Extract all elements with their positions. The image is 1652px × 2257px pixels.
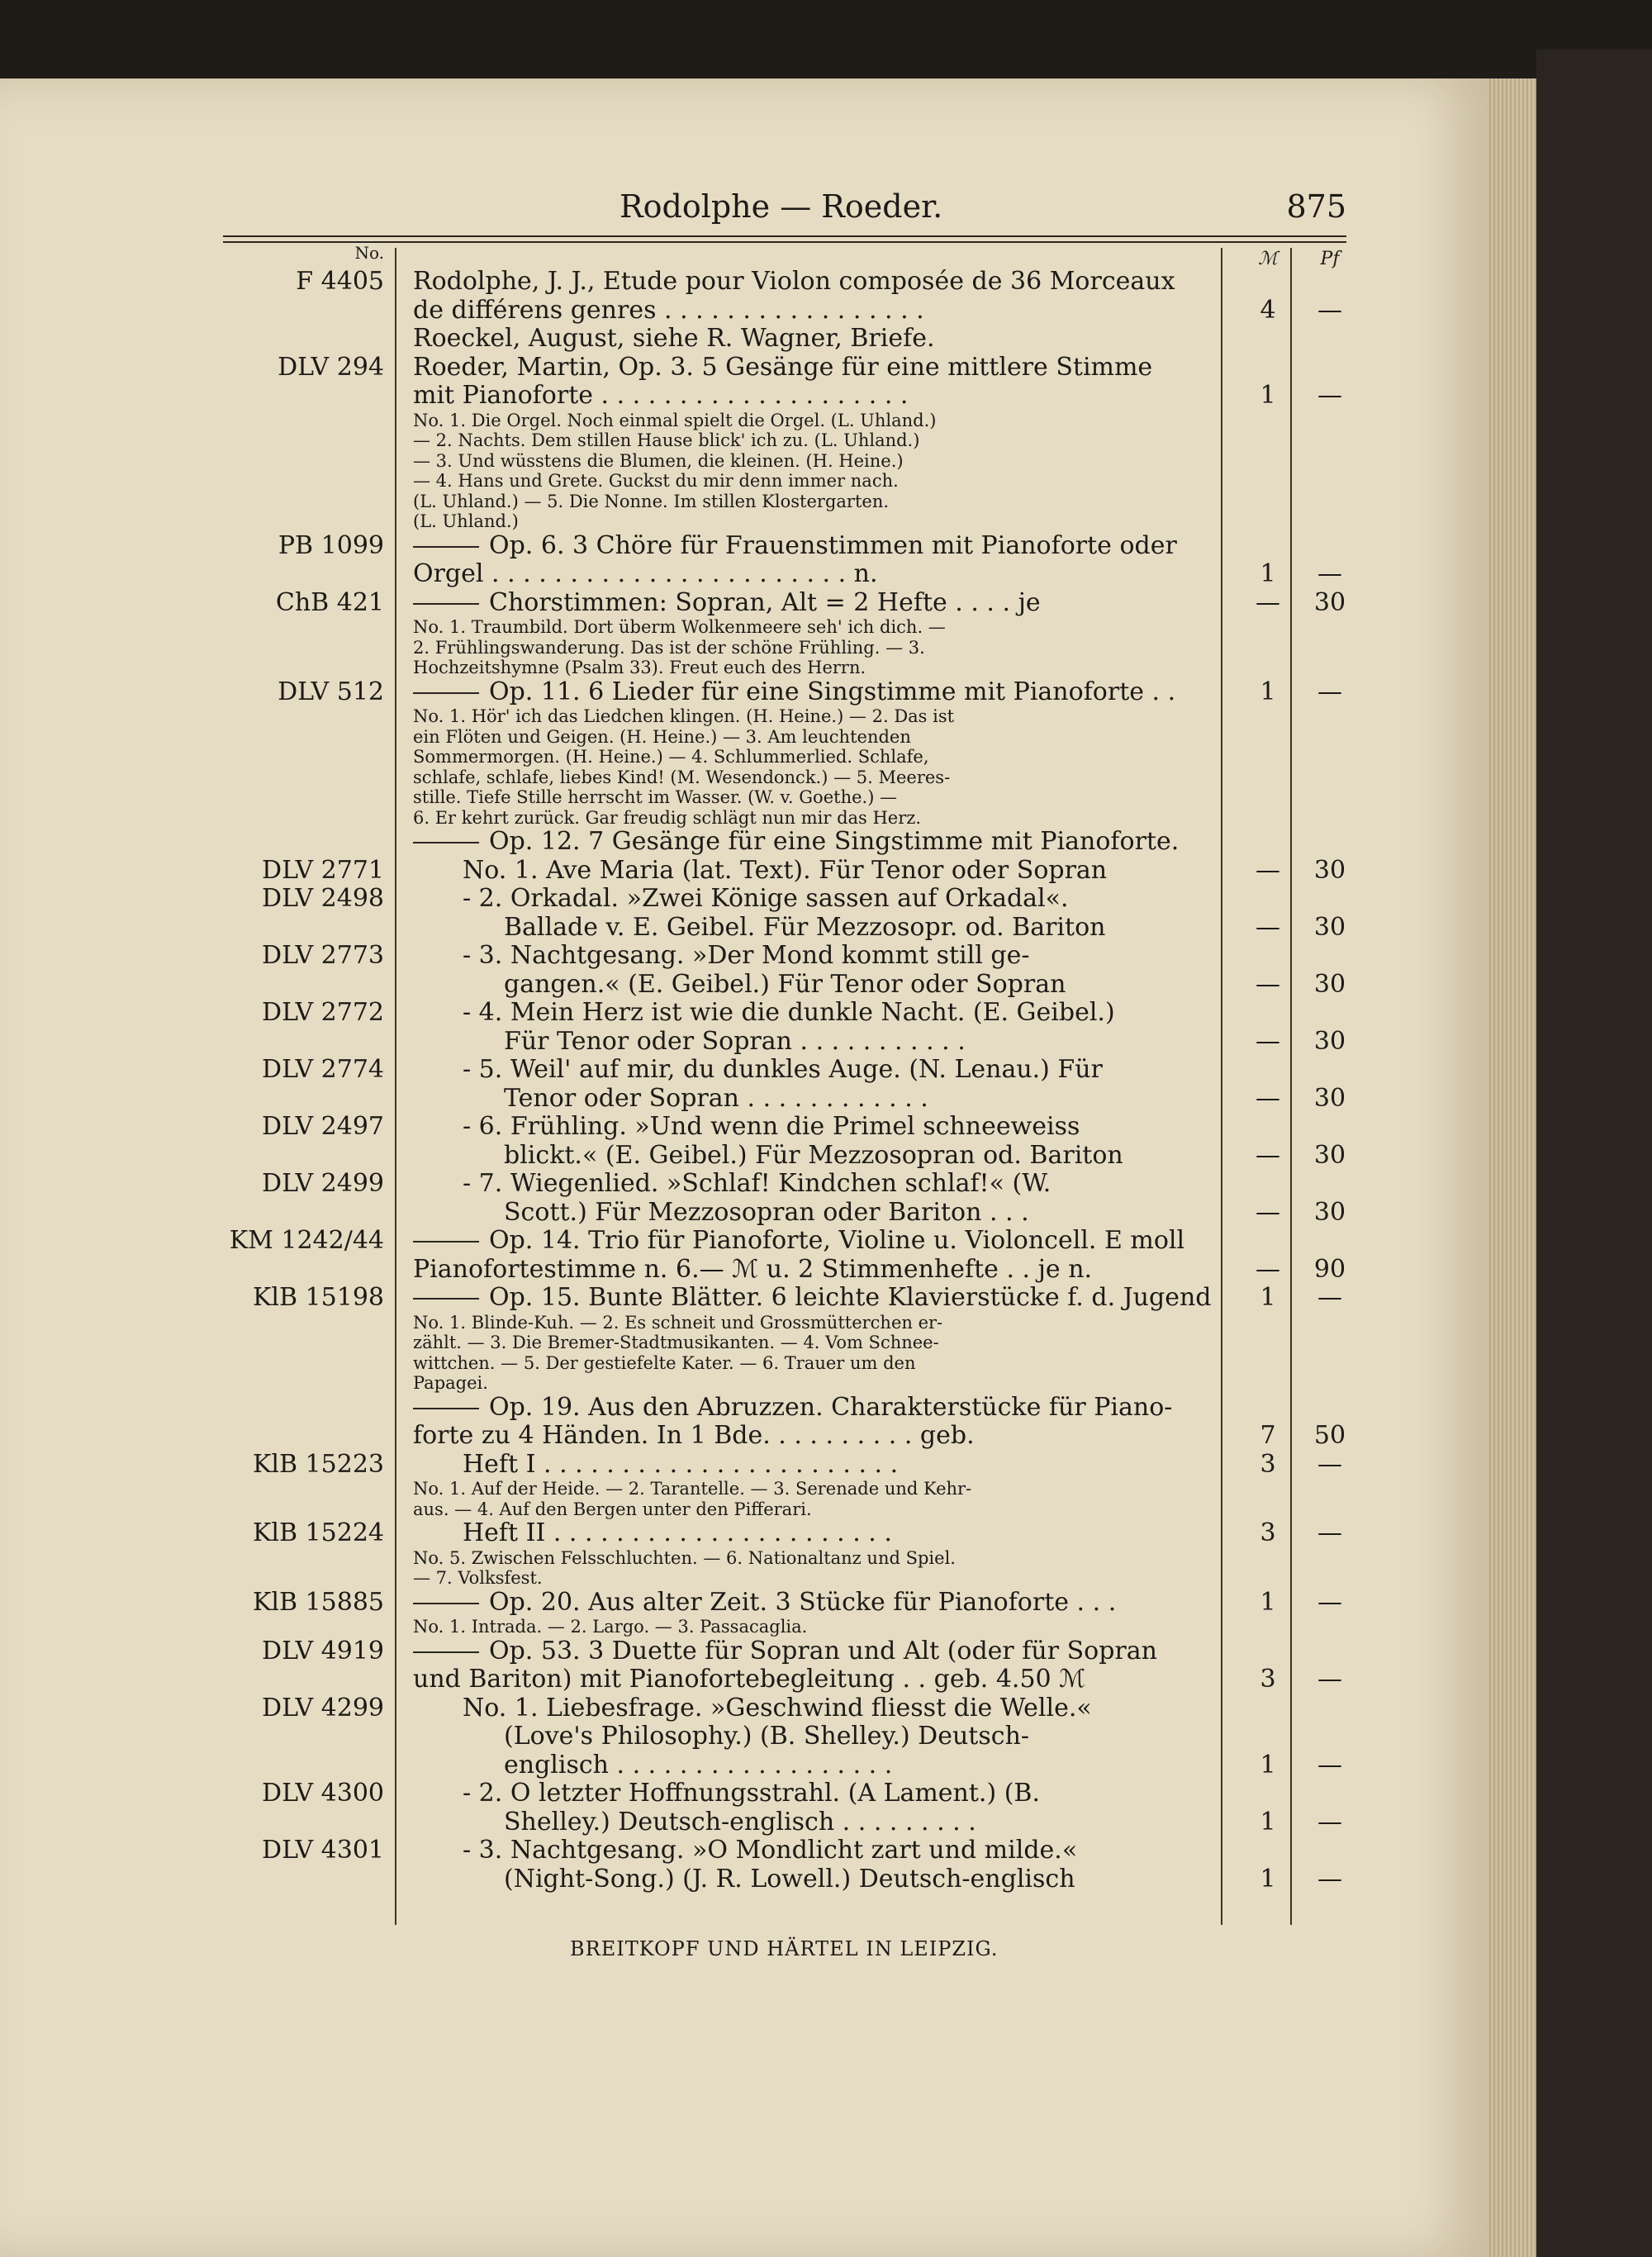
entry-text-content: No. 1. Die Orgel. Noch einmal spielt die Orgel. (L. Uhland.) xyxy=(413,410,937,430)
catalog-entry-line xyxy=(206,1779,1363,1808)
price-mark: 4 xyxy=(1260,295,1276,325)
entry-text-content: - 2. O letzter Hoffnungsstrahl. (A Lament.) (B. xyxy=(463,1779,1040,1808)
entry-text xyxy=(463,1836,1214,1865)
entry-text-content: 6. Er kehrt zurück. Gar freudig schlägt nun mir das Herz. xyxy=(413,807,922,828)
catalog-entry-line xyxy=(206,1722,1363,1751)
price-mark: 1 xyxy=(1260,381,1276,410)
entry-text-content: - 5. Weil' auf mir, du dunkles Auge. (N. Lenau.) Für xyxy=(463,1056,1103,1084)
catalog-number: DLV 294 xyxy=(278,352,384,382)
entry-text xyxy=(413,268,1214,296)
catalog-number: DLV 2774 xyxy=(262,1055,384,1084)
catalog-note-line xyxy=(206,1548,1363,1569)
entry-text xyxy=(413,727,1214,747)
price-mark: — xyxy=(1256,1026,1280,1056)
entry-text xyxy=(504,1085,1214,1113)
entry-text xyxy=(463,1519,1214,1547)
price-mark: — xyxy=(1256,1083,1280,1113)
entry-text-content: Op. 6. 3 Chöre für Frauenstimmen mit Pianoforte oder xyxy=(489,531,1177,560)
catalog-entry-line xyxy=(206,828,1363,857)
entry-text xyxy=(413,617,1214,637)
entry-text xyxy=(413,638,1214,658)
entry-text xyxy=(463,1451,1214,1479)
catalog-note-line xyxy=(206,1373,1363,1394)
entry-text-content: Papagei. xyxy=(413,1373,488,1393)
catalog-note-line xyxy=(206,767,1363,788)
header-rule xyxy=(223,235,1346,243)
entry-text-content: aus. — 4. Auf den Bergen unter den Pifferari. xyxy=(413,1499,812,1519)
catalog-note-line xyxy=(206,511,1363,532)
catalog-entry-line xyxy=(206,1589,1363,1618)
entry-text xyxy=(463,942,1214,970)
entry-text-content: gangen.« (E. Geibel.) Für Tenor oder Sopran xyxy=(504,970,1066,999)
catalog-note-line xyxy=(206,808,1363,829)
entry-text xyxy=(413,411,1214,430)
running-header xyxy=(620,182,1346,231)
entry-text-content: englisch . . . . . . . . . . . . . . . . . . xyxy=(504,1751,893,1779)
entry-text xyxy=(413,1637,1214,1665)
entry-text xyxy=(463,1113,1214,1141)
catalog-number: DLV 4299 xyxy=(262,1693,384,1722)
catalog-note-line xyxy=(206,747,1363,767)
entry-text-content: No. 1. Liebesfrage. »Geschwind fliesst die Welle.« xyxy=(463,1694,1092,1722)
catalog-number: KlB 15223 xyxy=(252,1449,384,1479)
entry-text xyxy=(413,828,1214,856)
entry-text xyxy=(504,1722,1214,1751)
catalog-entry-line xyxy=(206,1808,1363,1837)
catalog-note-line xyxy=(206,492,1363,512)
entry-text xyxy=(504,1199,1214,1227)
catalog-entry-line xyxy=(206,297,1363,325)
publisher-footer: BREITKOPF UND HÄRTEL IN LEIPZIG. xyxy=(570,1937,999,1960)
entry-text-content: zählt. — 3. Die Bremer-Stadtmusikanten. — 4. Vom Schnee- xyxy=(413,1333,939,1352)
entry-text xyxy=(413,430,1214,450)
entry-text-content: - 3. Nachtgesang. »O Mondlicht zart und milde.« xyxy=(463,1836,1078,1865)
catalog-entry-line xyxy=(206,1665,1363,1694)
entry-text-content: - 3. Nachtgesang. »Der Mond kommt still ge- xyxy=(463,942,1030,970)
catalog-number: DLV 4919 xyxy=(262,1636,384,1665)
catalog-number: DLV 2499 xyxy=(262,1169,384,1198)
price-mark: 1 xyxy=(1260,1750,1276,1779)
catalog-entry-line xyxy=(206,1865,1363,1894)
price-pfennig: — xyxy=(1317,1587,1342,1617)
catalog-number: DLV 4301 xyxy=(262,1836,384,1865)
ditto-dash xyxy=(413,603,479,605)
price-mark: — xyxy=(1256,912,1280,942)
price-pfennig: 30 xyxy=(1313,1083,1346,1113)
ditto-dash xyxy=(413,842,479,843)
catalog-entry-line xyxy=(206,589,1363,618)
catalog-number: DLV 2773 xyxy=(262,941,384,970)
entry-text-content: Op. 19. Aus den Abruzzen. Charakterstücke für Piano- xyxy=(489,1393,1173,1422)
ditto-dash xyxy=(413,1241,479,1243)
entry-text xyxy=(413,808,1214,828)
entry-text xyxy=(413,511,1214,531)
column-mark-heading: ℳ xyxy=(1258,249,1278,269)
entry-text-content: (Night-Song.) (J. R. Lowell.) Deutsch-englisch xyxy=(504,1865,1075,1894)
catalog-note-line xyxy=(206,1333,1363,1353)
catalog-number: DLV 2772 xyxy=(262,998,384,1027)
catalog-entry-line xyxy=(206,942,1363,971)
entry-text-content: Pianofortestimme n. 6.— ℳ u. 2 Stimmenhefte . . je n. xyxy=(413,1255,1093,1284)
entry-text-content: — 7. Volksfest. xyxy=(413,1568,543,1588)
entry-text-content: Op. 14. Trio für Pianoforte, Violine u. Violoncell. E moll xyxy=(489,1227,1185,1255)
price-mark: 3 xyxy=(1260,1518,1276,1547)
price-mark: — xyxy=(1256,1197,1280,1227)
catalog-entry-line xyxy=(206,354,1363,383)
entry-text xyxy=(504,1808,1214,1836)
price-pfennig: — xyxy=(1317,1449,1342,1479)
entry-text xyxy=(413,1333,1214,1352)
price-mark: — xyxy=(1256,1140,1280,1170)
entry-text xyxy=(463,1056,1214,1084)
entry-text xyxy=(504,1751,1214,1779)
entry-text xyxy=(413,658,1214,677)
entry-text-content: Roeckel, August, siehe R. Wagner, Briefe. xyxy=(413,325,935,353)
catalog-entry-line xyxy=(206,1199,1363,1228)
entry-text-content: — 4. Hans und Grete. Guckst du mir denn immer nach. xyxy=(413,471,899,491)
catalog-number: KlB 15198 xyxy=(252,1283,384,1312)
entry-text xyxy=(504,1028,1214,1056)
page-edges xyxy=(1487,78,1536,2257)
entry-text xyxy=(413,1313,1214,1333)
ditto-dash xyxy=(413,1651,479,1653)
column-no-heading: No. xyxy=(354,243,384,263)
entry-text-content: Hochzeitshymne (Psalm 33). Freut euch des Herrn. xyxy=(413,658,866,677)
entry-text xyxy=(413,1589,1214,1617)
catalog-entry-line xyxy=(206,885,1363,914)
catalog-entry-line xyxy=(206,1256,1363,1285)
entry-text xyxy=(463,1779,1214,1808)
entry-text xyxy=(413,787,1214,807)
price-pfennig: — xyxy=(1317,559,1342,588)
entry-text xyxy=(413,589,1214,617)
entry-text-content: — 2. Nachts. Dem stillen Hause blick' ich zu. (L. Uhland.) xyxy=(413,430,920,450)
entry-text xyxy=(413,354,1214,382)
entry-text xyxy=(413,1568,1214,1588)
entry-text-content: No. 1. Blinde-Kuh. — 2. Es schneit und Grossmütterchen er- xyxy=(413,1312,943,1333)
entry-text-content: Scott.) Für Mezzosopran oder Bariton . . . xyxy=(504,1198,1029,1227)
catalog-note-line xyxy=(206,471,1363,492)
catalog-entry-line xyxy=(206,268,1363,297)
price-pfennig: 30 xyxy=(1313,969,1346,999)
catalog-entry-line xyxy=(206,1284,1363,1313)
price-mark: — xyxy=(1256,855,1280,885)
entry-text-content: Für Tenor oder Sopran . . . . . . . . . . . xyxy=(504,1027,966,1056)
price-mark: 1 xyxy=(1260,1283,1276,1312)
entry-text-content: Ballade v. E. Geibel. Für Mezzosopr. od. Bariton xyxy=(504,913,1106,942)
entry-text-content: Op. 20. Aus alter Zeit. 3 Stücke für Pianoforte . . . xyxy=(489,1588,1117,1617)
entry-text-content: Op. 12. 7 Gesänge für eine Singstimme mit Pianoforte. xyxy=(489,828,1180,856)
price-pfennig: — xyxy=(1317,1518,1342,1547)
entry-text-content: No. 5. Zwischen Felsschluchten. — 6. Nationaltanz und Spiel. xyxy=(413,1547,956,1568)
entry-text-content: - 4. Mein Herz ist wie die dunkle Nacht. (E. Geibel.) xyxy=(463,999,1115,1027)
price-mark: 1 xyxy=(1260,1864,1276,1894)
ditto-dash xyxy=(413,1603,479,1604)
price-mark: 7 xyxy=(1260,1421,1276,1450)
price-pfennig: 30 xyxy=(1313,1197,1346,1227)
catalog-entry-line xyxy=(206,1519,1363,1548)
entry-text xyxy=(413,1422,1214,1450)
catalog-entry-line xyxy=(206,1637,1363,1666)
price-pfennig: — xyxy=(1317,1283,1342,1312)
entry-text xyxy=(413,560,1214,588)
catalog-entry-line xyxy=(206,1694,1363,1723)
price-mark: 1 xyxy=(1260,1587,1276,1617)
catalog-entry-line xyxy=(206,1113,1363,1142)
catalog-entry-line xyxy=(206,382,1363,411)
catalog-note-line xyxy=(206,1313,1363,1333)
catalog-entry-line xyxy=(206,532,1363,561)
entry-text-content: und Bariton) mit Pianofortebegleitung . . geb. 4.50 ℳ xyxy=(413,1665,1086,1694)
catalog-number: DLV 4300 xyxy=(262,1779,384,1808)
entry-text xyxy=(413,1617,1214,1637)
page-number: 875 xyxy=(1286,188,1346,225)
entry-text xyxy=(413,1284,1214,1312)
entry-text xyxy=(413,1548,1214,1568)
entry-text-content: mit Pianoforte . . . . . . . . . . . . . . . . . . . . xyxy=(413,382,909,410)
catalog-entry-line xyxy=(206,1170,1363,1199)
entry-text xyxy=(413,382,1214,410)
entry-text-content: schlafe, schlafe, liebes Kind! (M. Wesendonck.) — 5. Meeres- xyxy=(413,767,951,787)
entry-text-content: (L. Uhland.) — 5. Die Nonne. Im stillen Klostergarten. xyxy=(413,491,890,511)
entry-text-content: Op. 15. Bunte Blätter. 6 leichte Klavierstücke f. d. Jugend xyxy=(489,1284,1212,1312)
catalog-number: DLV 2498 xyxy=(262,884,384,913)
catalog-entry-line xyxy=(206,1028,1363,1057)
catalog-entry-line xyxy=(206,857,1363,886)
catalog-note-line xyxy=(206,1479,1363,1499)
price-pfennig: 30 xyxy=(1313,1140,1346,1170)
entry-text xyxy=(413,532,1214,560)
price-mark: 3 xyxy=(1260,1449,1276,1479)
entry-text xyxy=(413,1665,1214,1694)
price-pfennig: — xyxy=(1317,1750,1342,1779)
catalog-note-line xyxy=(206,1353,1363,1374)
price-mark: 1 xyxy=(1260,559,1276,588)
catalog-note-line xyxy=(206,658,1363,678)
entry-text xyxy=(463,999,1214,1027)
entry-text-content: - 6. Frühling. »Und wenn die Primel schneeweiss xyxy=(463,1113,1080,1141)
catalog-number: PB 1099 xyxy=(278,530,384,560)
entry-text-content: Heft II . . . . . . . . . . . . . . . . . . . . . . xyxy=(463,1519,892,1547)
entry-text-content: Sommermorgen. (H. Heine.) — 4. Schlummerlied. Schlafe, xyxy=(413,747,929,767)
entry-text-content: No. 1. Ave Maria (lat. Text). Für Tenor oder Sopran xyxy=(463,856,1108,885)
price-mark: 1 xyxy=(1260,1807,1276,1836)
entry-text-content: - 7. Wiegenlied. »Schlaf! Kindchen schlaf!« (W. xyxy=(463,1170,1051,1198)
entry-text xyxy=(413,706,1214,726)
entry-text xyxy=(413,451,1214,471)
catalog-note-line xyxy=(206,451,1363,472)
entry-text xyxy=(413,1227,1214,1255)
entry-text xyxy=(413,1256,1214,1284)
catalog-note-line xyxy=(206,787,1363,808)
entry-text-content: stille. Tiefe Stille herrscht im Wasser. (W. v. Goethe.) — xyxy=(413,787,898,807)
entry-text-content: forte zu 4 Händen. In 1 Bde. . . . . . . . . . geb. xyxy=(413,1422,975,1450)
entry-text-content: Orgel . . . . . . . . . . . . . . . . . . . . . . . n. xyxy=(413,560,878,588)
entry-text xyxy=(413,492,1214,511)
ditto-dash xyxy=(413,1298,479,1300)
entry-text xyxy=(463,857,1214,885)
entry-text xyxy=(504,1865,1214,1894)
entry-text-content: No. 1. Auf der Heide. — 2. Tarantelle. — 3. Serenade und Kehr- xyxy=(413,1479,972,1499)
entry-text-content: Op. 11. 6 Lieder für eine Singstimme mit Pianoforte . . xyxy=(489,677,1176,706)
entry-text xyxy=(463,1694,1214,1722)
catalog-note-line xyxy=(206,727,1363,748)
entry-text-content: No. 1. Intrada. — 2. Largo. — 3. Passacaglia. xyxy=(413,1617,808,1637)
entry-text xyxy=(413,747,1214,767)
catalog-entry-line xyxy=(206,971,1363,1000)
price-mark: — xyxy=(1256,969,1280,999)
price-mark: 3 xyxy=(1260,1665,1276,1694)
entry-text xyxy=(413,1373,1214,1393)
catalog-number: DLV 512 xyxy=(278,677,384,706)
ditto-dash xyxy=(413,1408,479,1409)
catalog-entry-line xyxy=(206,1056,1363,1085)
entry-text xyxy=(413,678,1214,706)
entry-text-content: Heft I . . . . . . . . . . . . . . . . . . . . . . . xyxy=(463,1450,899,1479)
price-pfennig: 30 xyxy=(1313,1026,1346,1056)
entry-text-content: Chorstimmen: Sopran, Alt = 2 Hefte . . . . je xyxy=(489,588,1041,617)
entry-text-content: — 3. Und wüsstens die Blumen, die kleinen. (H. Heine.) xyxy=(413,450,904,471)
catalog-entry-line xyxy=(206,1422,1363,1451)
catalog-entry-line xyxy=(206,914,1363,943)
catalog-note-line xyxy=(206,706,1363,727)
entry-text xyxy=(463,885,1214,913)
catalog-entry-line xyxy=(206,1142,1363,1171)
price-pfennig: 90 xyxy=(1313,1254,1346,1284)
catalog-entry-line xyxy=(206,1836,1363,1865)
catalog-note-line xyxy=(206,1617,1363,1637)
catalog-number: F 4405 xyxy=(296,267,384,296)
catalog-number: KM 1242/44 xyxy=(229,1226,384,1255)
price-pfennig: — xyxy=(1317,677,1342,706)
entry-text xyxy=(413,767,1214,787)
catalog-note-line xyxy=(206,617,1363,638)
catalog-note-line xyxy=(206,411,1363,431)
catalog-number: DLV 2497 xyxy=(262,1112,384,1141)
entry-text-content: Rodolphe, J. J., Etude pour Violon composée de 36 Morceaux xyxy=(413,268,1175,296)
entry-text-content: ein Flöten und Geigen. (H. Heine.) — 3. Am leuchtenden xyxy=(413,726,911,747)
price-pfennig: — xyxy=(1317,1864,1342,1894)
price-mark: — xyxy=(1256,1254,1280,1284)
entry-text xyxy=(504,971,1214,999)
entry-text-content: (Love's Philosophy.) (B. Shelley.) Deutsch- xyxy=(504,1722,1030,1751)
entry-text xyxy=(413,471,1214,491)
catalog-number: DLV 2771 xyxy=(262,855,384,885)
price-pfennig: — xyxy=(1317,1665,1342,1694)
ditto-dash xyxy=(413,546,479,548)
entry-text xyxy=(413,1394,1214,1422)
entry-text xyxy=(413,1499,1214,1519)
entry-text-content: wittchen. — 5. Der gestiefelte Kater. — 6. Trauer um den xyxy=(413,1352,916,1373)
page-title: Rodolphe — Roeder. xyxy=(620,188,943,225)
price-pfennig: 30 xyxy=(1313,912,1346,942)
catalog-note-line xyxy=(206,1499,1363,1520)
entry-text xyxy=(504,914,1214,942)
catalog-note-line xyxy=(206,430,1363,451)
catalog-entry-line xyxy=(206,678,1363,707)
entry-text xyxy=(413,1353,1214,1373)
price-pfennig: 30 xyxy=(1313,855,1346,885)
price-pfennig: — xyxy=(1317,381,1342,410)
price-mark: 1 xyxy=(1260,677,1276,706)
catalog-listing xyxy=(206,245,1363,1894)
catalog-number: ChB 421 xyxy=(275,587,384,617)
catalog-entry-line xyxy=(206,325,1363,354)
entry-text xyxy=(413,325,1214,353)
entry-text-content: No. 1. Hör' ich das Liedchen klingen. (H. Heine.) — 2. Das ist xyxy=(413,706,955,726)
entry-text xyxy=(504,1142,1214,1170)
price-pfennig: 50 xyxy=(1313,1421,1346,1450)
entry-text-content: blickt.« (E. Geibel.) Für Mezzosopran od. Bariton xyxy=(504,1141,1123,1170)
entry-text-content: 2. Frühlingswanderung. Das ist der schöne Frühling. — 3. xyxy=(413,637,925,658)
catalog-note-line xyxy=(206,1568,1363,1589)
catalog-entry-line xyxy=(206,1751,1363,1780)
entry-text xyxy=(463,1170,1214,1198)
price-mark: — xyxy=(1256,587,1280,617)
entry-text-content: Roeder, Martin, Op. 3. 5 Gesänge für eine mittlere Stimme xyxy=(413,353,1153,382)
entry-text-content: Tenor oder Sopran . . . . . . . . . . . . xyxy=(504,1084,928,1113)
catalog-entry-line xyxy=(206,1394,1363,1423)
catalog-entry-line xyxy=(206,1227,1363,1256)
column-headings xyxy=(206,245,1363,268)
ditto-dash xyxy=(413,692,479,694)
entry-text-content: (L. Uhland.) xyxy=(413,511,519,531)
entry-text xyxy=(413,1479,1214,1499)
entry-text xyxy=(413,297,1214,325)
catalog-entry-line xyxy=(206,1451,1363,1480)
catalog-entry-line xyxy=(206,1085,1363,1114)
catalog-entry-line xyxy=(206,999,1363,1028)
catalog-entry-line xyxy=(206,560,1363,589)
column-pf-heading: Pf xyxy=(1320,249,1340,269)
price-pfennig: — xyxy=(1317,1807,1342,1836)
price-pfennig: 30 xyxy=(1313,587,1346,617)
entry-text-content: Op. 53. 3 Duette für Sopran und Alt (oder für Sopran xyxy=(489,1637,1157,1665)
entry-text-content: No. 1. Traumbild. Dort überm Wolkenmeere seh' ich dich. — xyxy=(413,617,946,637)
entry-text-content: Shelley.) Deutsch-englisch . . . . . . . . . xyxy=(504,1808,976,1836)
catalog-number: KlB 15885 xyxy=(252,1587,384,1617)
book-cover-edge xyxy=(1536,50,1652,2257)
catalog-note-line xyxy=(206,638,1363,658)
entry-text-content: de différens genres . . . . . . . . . . . . . . . . . xyxy=(413,296,924,325)
catalog-number: KlB 15224 xyxy=(252,1518,384,1547)
price-pfennig: — xyxy=(1317,295,1342,325)
entry-text-content: - 2. Orkadal. »Zwei Könige sassen auf Orkadal«. xyxy=(463,885,1069,913)
